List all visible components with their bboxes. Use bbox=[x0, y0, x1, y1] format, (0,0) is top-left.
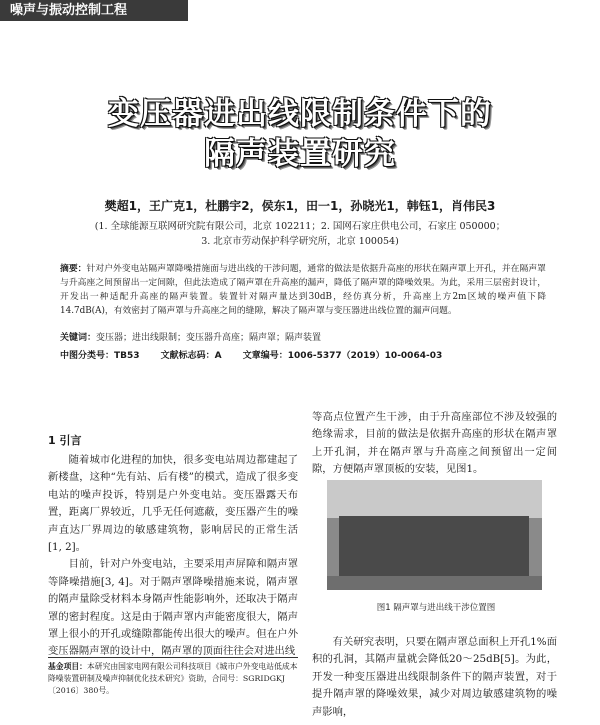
figure-caption: 图1 隔声罩与进出线干涉位置图 bbox=[376, 603, 496, 613]
right-column-top bbox=[312, 409, 557, 479]
figure-sky bbox=[327, 480, 542, 518]
footnote-label: 基金项目： bbox=[48, 662, 87, 671]
article-title-line-2: 隔声装置研究 bbox=[204, 136, 396, 172]
author-list: 樊超1，王广克1，杜鹏宇2，侯东1，田一1，孙晓光1，韩钰1，肖伟民3 bbox=[104, 199, 496, 213]
abstract-text: 针对户外变电站隔声罩降噪措施面与进出线的干涉问题，通常的做法是依据升高座的形状在隔声罩上开孔，并在隔声罩与升高座之间预留出一定间隙，但此法造成了隔声罩在升高座的漏声，降低了隔声罩的降噪效果。为此，采用三层密封设计，开发出一种适配升高座的隔声装置。装置针对隔声量达到30dB，经仿真分析，升高座上方2m区域的噪声值下降14.7dB(A)，有效密封了隔声罩与升高座之间的缝隙，解决了隔声罩与变压器进出线位置的漏声问题。 bbox=[60, 264, 546, 316]
right-column-bottom bbox=[312, 634, 557, 721]
body-paragraph: 有关研究表明，只要在隔声罩总面积上开孔1%面积的孔洞，其隔声量就会降低20～25dB[5]。为此，开发一种变压器进出线限制条件下的隔声装置，对于提升隔声罩的降噪效果，减少对周边敏感建筑物的噪声影响， bbox=[312, 636, 557, 718]
left-column bbox=[48, 452, 298, 661]
figure-photo bbox=[327, 480, 542, 590]
figure-transformer-enclosure bbox=[339, 516, 529, 582]
footnote-divider bbox=[48, 657, 298, 658]
figure-ground bbox=[327, 576, 542, 590]
body-paragraph: 等高点位置产生干涉，由于升高座部位不涉及较强的绝缘需求，目前的做法是依据升高座的形状在隔声罩上开孔洞，并在隔声罩与升高座之间预留出一定间隙，方便隔声罩顶板的安装，见图1。 bbox=[312, 411, 557, 476]
journal-section-tag: 噪声与振动控制工程 bbox=[0, 0, 188, 21]
body-paragraph: 随着城市化进程的加快，很多变电站周边都建起了新楼盘，这种“先有站、后有楼”的模式，造成了很多变电站的噪声投诉，特别是户外变电站。变压器露天布置，距离厂界较近，几乎无任何遮蔽，变压器产生的噪声直达厂界周边的敏感建筑物，影响居民的正常生活[1, 2]。 bbox=[48, 454, 298, 554]
abstract bbox=[60, 262, 546, 318]
keywords-label: 关键词： bbox=[60, 333, 97, 343]
footnote-text: 本研究由国家电网有限公司科技项目《城市户外变电站低成本降噪装置研制及噪声抑制优化技术研究》资助，合同号：SGRIDGKJ〔2016〕380号。 bbox=[48, 662, 298, 695]
article-number: 文章编号：1006-5377（2019）10-0064-03 bbox=[242, 351, 443, 361]
abstract-label: 摘要： bbox=[60, 264, 87, 274]
affiliation-line-1: (1. 全球能源互联网研究院有限公司，北京 102211；2. 国网石家庄供电公司，石家庄 050000； bbox=[94, 221, 506, 232]
document-code: 文献标志码：A bbox=[160, 351, 222, 361]
section-heading: 1 引言 bbox=[48, 434, 82, 447]
clc-number: 中图分类号：TB53 bbox=[60, 351, 140, 361]
classification-line bbox=[60, 348, 546, 361]
funding-footnote bbox=[48, 661, 298, 697]
keywords bbox=[60, 330, 546, 343]
affiliation-line-2: 3. 北京市劳动保护科学研究所，北京 100054) bbox=[201, 236, 399, 247]
keywords-text: 变压器；进出线限制；变压器升高座；隔声罩；隔声装置 bbox=[96, 333, 322, 343]
body-paragraph: 目前，针对户外变电站，主要采用声屏障和隔声罩等降噪措施[3, 4]。对于隔声罩降噪措施来说，隔声罩的隔声量除受材料本身隔声性能影响外，还取决于隔声罩的密封程度。这是由于隔声罩内声能密度很大，隔声罩上很小的开孔或缝隙都能传出很大的噪声。但在户外变压器隔声罩的设计中，隔声罩的顶面往往会对进出线 bbox=[48, 558, 298, 658]
article-title-line-1: 变压器进出线限制条件下的 bbox=[108, 96, 492, 132]
